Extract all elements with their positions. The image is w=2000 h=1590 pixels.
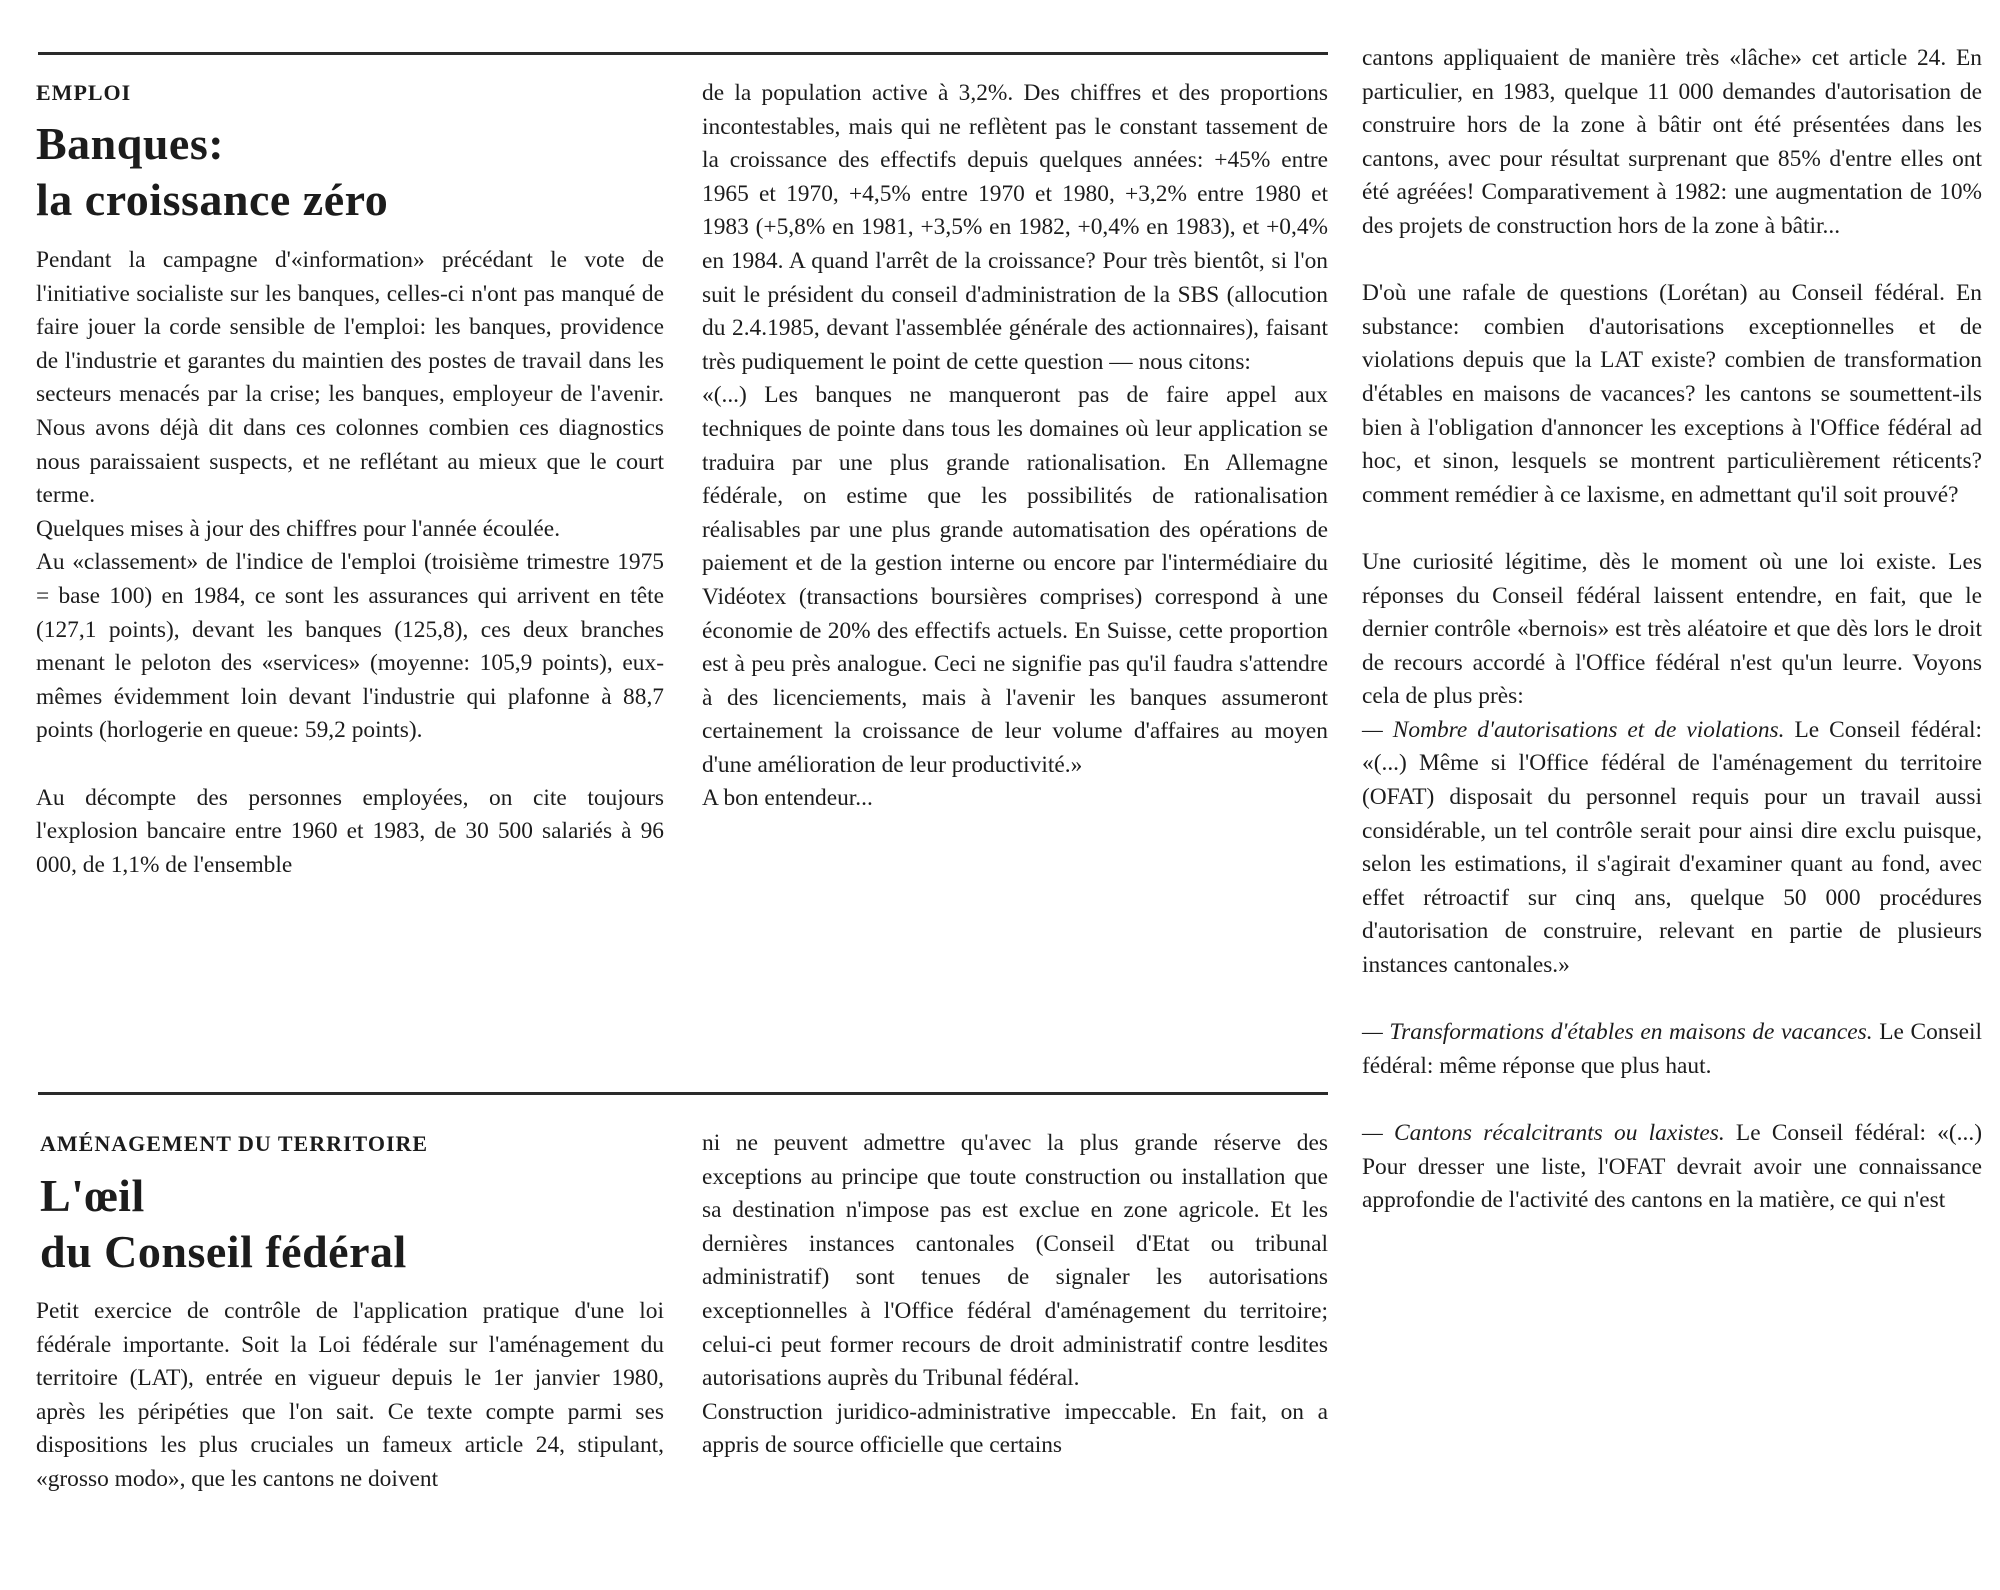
article1-title-line1: Banques: <box>36 118 225 169</box>
article1-column1 <box>36 244 664 882</box>
article2-col3-question <box>1362 1016 1982 1083</box>
middle-rule <box>38 1092 1328 1095</box>
article2-col1-paragraph: Petit exercice de contrôle de l'application pratique d'une loi fédérale importante. Soit la Loi fédérale sur l'aménagement du territoire (LAT), entrée en vigueur depuis le 1er janvier 1980, après les péripéties que l'on sait. Ce texte compte parmi ses dispositions les plus cruciales un fameux article 24, stipulant, «grosso modo», que les cantons ne doivent <box>36 1298 664 1492</box>
article2-col2-paragraph: ni ne peuvent admettre qu'avec la plus grande réserve des exceptions au principe que toute construction ou installation que sa destination n'impose pas est exclue en zone agricole. Et les dernières instances cantonales (Conseil d'Etat ou tribunal administratif) sont tenues de signaler les autorisations exceptionnelles à l'Office fédéral d'aménagement du territoire; celui-ci peut former recours de droit administratif contre lesdites autorisations auprès du Tribunal fédéral. <box>702 1130 1328 1392</box>
article1-column2 <box>702 77 1328 816</box>
article1-col2-quote: «(...) Les banques ne manqueront pas de faire appel aux techniques de pointe dans tous les domaines où leur application se traduira par une plus grande rationalisation. En Allemagne fédérale, on estime que les possibilités de rationalisation réalisables par une plus grande automatisation des opérations de paiement et de la gestion interne ou encore par l'intermédiaire du Vidéotex (transactions boursières comprises) correspond à une économie de 20% des effectifs actuels. En Suisse, cette proportion est à peu près analogue. Ceci ne signifie pas qu'il faudra s'attendre à des licenciements, mais à l'avenir les banques assumeront certainement la croissance de leur volume d'affaires au moyen d'une amélioration de leur productivité.» <box>702 382 1328 778</box>
article1-col1-paragraph: Au «classement» de l'indice de l'emploi (troisième trimestre 1975 = base 100) en 1984, ce sont les assurances qui arrivent en tête (127,1 points), devant les banques (125,8), ces deux branches menant le peloton des «services» (moyenne: 105,9 points), eux-mêmes évidemment loin devant l'industrie qui plafonne à 88,7 points (horlogerie en queue: 59,2 points). <box>36 549 664 744</box>
article2-title <box>40 1168 407 1280</box>
article2-col3-question <box>1362 1117 1982 1218</box>
article2-column2 <box>702 1127 1328 1463</box>
article1-col2-paragraph: de la population active à 3,2%. Des chiffres et des proportions incontestables, mais qui ne reflètent pas le constant tassement de la croissance des effectifs depuis quelques années: +45% entre 1965 et 1970, +4,5% entre 1970 et 1980, +3,2% entre 1980 et 1983 (+5,8% en 1981, +3,5% en 1982, +0,4% en 1983), et +0,4% en 1984. A quand l'arrêt de la croissance? Pour très bientôt, si l'on suit le président du conseil d'administration de la SBS (allocution du 2.4.1985, devant l'assemblée générale des actionnaires), faisant très pudiquement le point de cette question — nous citons: <box>702 80 1328 375</box>
article2-col3-paragraph: cantons appliquaient de manière très «lâche» cet article 24. En particulier, en 1983, quelque 11 000 demandes d'autorisation de construire hors de la zone à bâtir ont été présentées dans les cantons, avec pour résultat surprenant que 85% d'entre elles ont été agréées! Comparativement à 1982: une augmentation de 10% des projets de construction hors de la zone à bâtir... <box>1362 45 1982 239</box>
article1-col1-paragraph: Pendant la campagne d'«information» précédant le vote de l'initiative socialiste sur les banques, celles-ci n'ont pas manqué de faire jouer la corde sensible de l'emploi: les banques, providence de l'industrie et garantes du maintien des postes de travail dans les secteurs menacés par la crise; les banques, employeur de l'avenir. Nous avons déjà dit dans ces colonnes combien ces diagnostics nous paraissaient suspects, et ne reflétant au mieux que le court terme. <box>36 247 664 509</box>
article2-col3-paragraph: Une curiosité légitime, dès le moment où une loi existe. Les réponses du Conseil fédéral laissent entendre, en fait, que le dernier contrôle «bernois» est très aléatoire et que dès lors le droit de recours accordé à l'Office fédéral n'est qu'un leurre. Voyons cela de plus près: <box>1362 548 1982 710</box>
question2-label: — Transformations d'étables en maisons de vacances. <box>1362 1019 1873 1046</box>
question3-answer: Le Conseil fédéral: «(...) Pour dresser une liste, l'OFAT devrait avoir une connaissance approfondie de l'activité des cantons en la matière, ce qui n'est <box>1362 1120 1982 1214</box>
question3-label: — Cantons récalcitrants ou laxistes. <box>1362 1120 1725 1146</box>
article1-col2-closing: A bon entendeur... <box>702 785 873 812</box>
article1-kicker: EMPLOI <box>36 80 132 105</box>
question1-label: — Nombre d'autorisations et de violations. <box>1362 716 1785 743</box>
article1-title-line2: la croissance zéro <box>36 174 389 225</box>
article1-col1-paragraph: Au décompte des personnes employées, on cite toujours l'explosion bancaire entre 1960 et 1983, de 30 500 salariés à 96 000, de 1,1% de l'ensemble <box>36 784 664 878</box>
article2-title-line1: L'œil <box>40 1170 145 1221</box>
article2-title-line2: du Conseil fédéral <box>40 1226 407 1277</box>
article2-kicker: AMÉNAGEMENT DU TERRITOIRE <box>40 1131 429 1156</box>
top-rule <box>38 52 1328 55</box>
article2-column1 <box>36 1295 664 1497</box>
question1-answer: Le Conseil fédéral: «(...) Même si l'Office fédéral de l'aménagement du territoire (OFAT) disposait du personnel requis pour un travail aussi considérable, un tel contrôle serait pour ainsi dire exclu puisque, selon les estimations, il s'agirait d'examiner quant au fond, avec effet rétroactif sur cinq ans, quelque 50 000 procédures d'autorisation de construire, relevant en partie de plusieurs instances cantonales.» <box>1362 716 1982 979</box>
article2-column3 <box>1362 42 1982 1218</box>
article2-col3-question <box>1362 714 1982 983</box>
article1-col1-paragraph: Quelques mises à jour des chiffres pour l'année écoulée. <box>36 515 561 542</box>
article1-title <box>36 116 388 228</box>
article2-col3-paragraph: D'où une rafale de questions (Lorétan) au Conseil fédéral. En substance: combien d'autorisations exceptionnelles et de violations depuis que la LAT existe? combien de transformation d'étables en maisons de vacances? les cantons se soumettent-ils bien à l'obligation d'annoncer les exceptions à l'Office fédéral ad hoc, et sinon, lesquels se montrent particulièrement réticents? comment remédier à ce laxisme, en admettant qu'il soit prouvé? <box>1362 280 1982 508</box>
article2-col2-paragraph: Construction juridico-administrative impeccable. En fait, on a appris de source officielle que certains <box>702 1398 1328 1459</box>
question2-answer: Le Conseil fédéral: même réponse que plus haut. <box>1362 1019 1982 1079</box>
